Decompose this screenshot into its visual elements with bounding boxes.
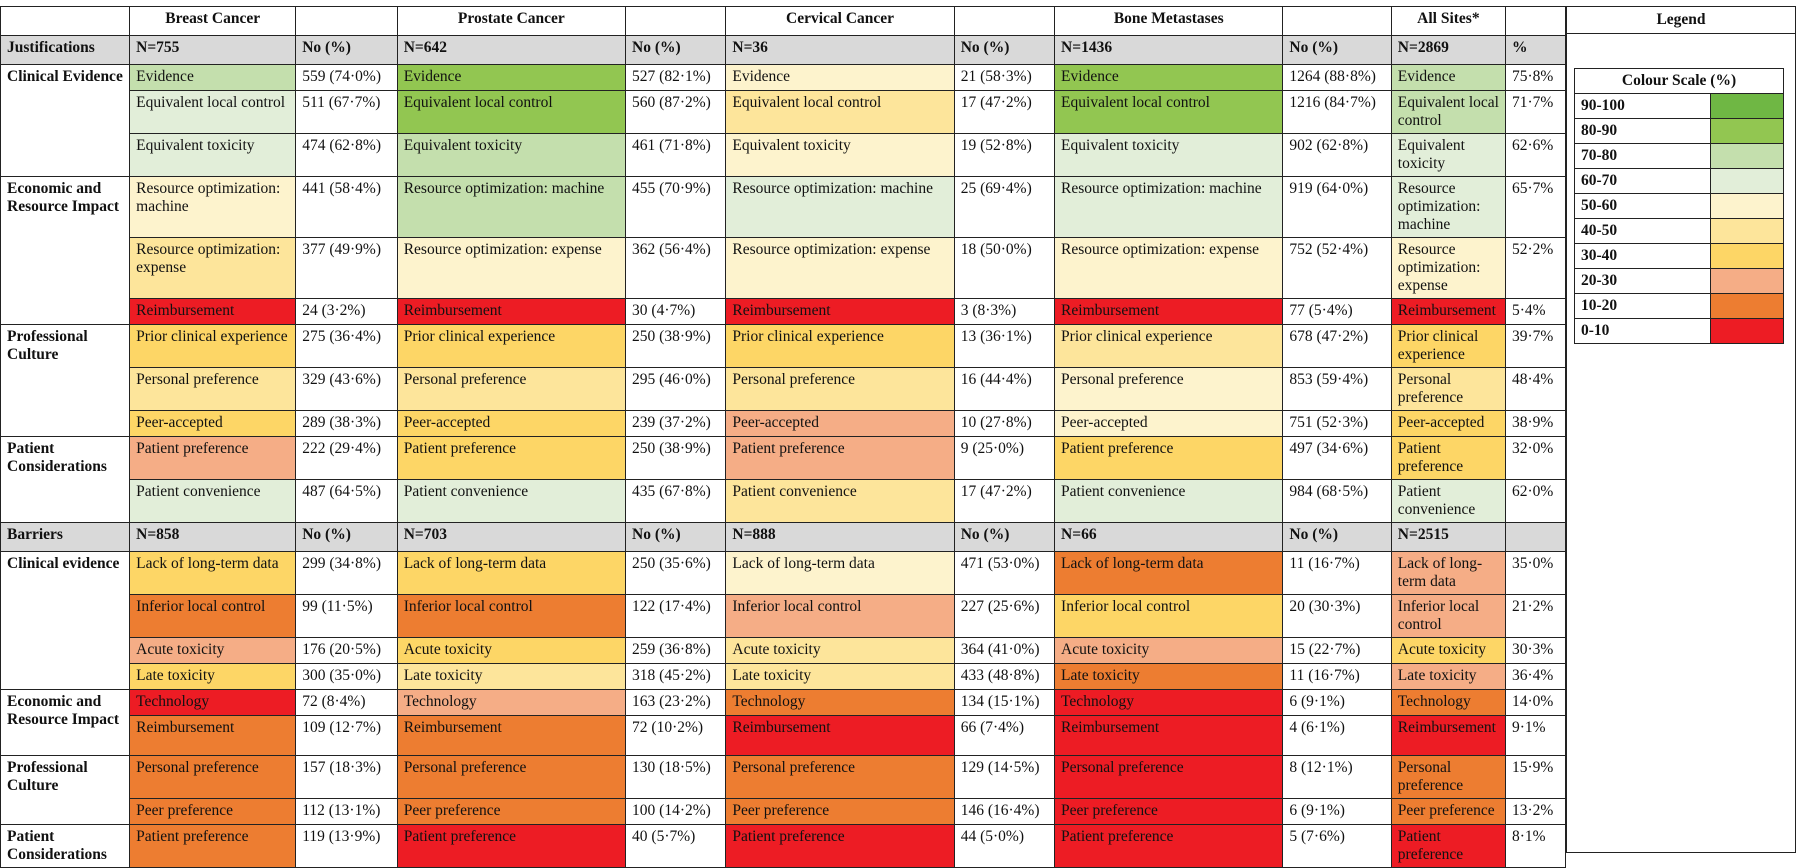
factor-cell: Personal preference [397,756,625,799]
column-header-row [1,7,1566,36]
factor-cell: Personal preference [1055,756,1283,799]
header-corner [1,7,130,36]
category-label: Economic and Resource Impact [1,690,130,756]
legend-row [1575,169,1784,194]
value-cell: 13·2% [1505,799,1565,825]
value-cell: 441 (58·4%) [296,177,397,238]
factor-cell: Peer preference [1391,799,1505,825]
value-cell: 30 (4·7%) [626,299,726,325]
table-row [1,411,1566,437]
table-row [1,177,1566,238]
percent-header: No (%) [954,36,1054,65]
value-cell: 17 (47·2%) [954,91,1054,134]
percent-header: % [1505,36,1565,65]
factor-cell: Prior clinical experience [397,325,625,368]
legend-row [1575,194,1784,219]
factor-cell: Reimbursement [1391,299,1505,325]
legend-swatch [1711,294,1784,319]
factor-cell: Inferior local control [130,595,296,638]
factor-cell: Patient preference [726,825,954,868]
factor-cell: Late toxicity [397,664,625,690]
value-cell: 77 (5·4%) [1283,299,1391,325]
factor-cell: Personal preference [1391,368,1505,411]
table-row [1,716,1566,756]
value-cell: 24 (3·2%) [296,299,397,325]
value-cell: 66 (7·4%) [954,716,1054,756]
percent-header: No (%) [626,36,726,65]
colour-scale-title: Colour Scale (%) [1575,69,1784,94]
value-cell: 752 (52·4%) [1283,238,1391,299]
legend-swatch [1711,319,1784,344]
legend-band-label: 50-60 [1575,194,1711,219]
value-cell: 5 (7·6%) [1283,825,1391,868]
factor-cell: Resource optimization: machine [1055,177,1283,238]
colour-scale [1574,68,1784,344]
factor-cell: Personal preference [1055,368,1283,411]
factor-cell: Peer preference [726,799,954,825]
value-cell: 99 (11·5%) [296,595,397,638]
legend-header: Legend [1566,6,1796,34]
legend-row [1575,319,1784,344]
percent-header: No (%) [626,523,726,552]
section-title: Justifications [1,36,130,65]
factor-cell: Patient convenience [1391,480,1505,523]
legend-band-label: 20-30 [1575,269,1711,294]
factor-cell: Equivalent local control [130,91,296,134]
factor-cell: Patient preference [1055,825,1283,868]
column-header-spacer [1283,7,1391,36]
value-cell: 362 (56·4%) [626,238,726,299]
factor-cell: Acute toxicity [130,638,296,664]
value-cell: 71·7% [1505,91,1565,134]
value-cell: 8 (12·1%) [1283,756,1391,799]
value-cell: 435 (67·8%) [626,480,726,523]
legend-row [1575,119,1784,144]
table-row [1,91,1566,134]
sample-size: N=642 [397,36,625,65]
factor-cell: Peer-accepted [130,411,296,437]
factor-cell: Equivalent local control [726,91,954,134]
value-cell: 433 (48·8%) [954,664,1054,690]
factor-cell: Equivalent toxicity [1055,134,1283,177]
value-cell: 15·9% [1505,756,1565,799]
factor-cell: Patient preference [130,437,296,480]
column-header-spacer [1505,7,1565,36]
value-cell: 299 (34·8%) [296,552,397,595]
factor-cell: Reimbursement [1055,299,1283,325]
value-cell: 112 (13·1%) [296,799,397,825]
value-cell: 52·2% [1505,238,1565,299]
table-row [1,552,1566,595]
factor-cell: Prior clinical experience [1055,325,1283,368]
value-cell: 11 (16·7%) [1283,664,1391,690]
factor-cell: Reimbursement [1391,716,1505,756]
value-cell: 1264 (88·8%) [1283,65,1391,91]
sample-size: N=858 [130,523,296,552]
value-cell: 239 (37·2%) [626,411,726,437]
sample-size: N=36 [726,36,954,65]
percent-header: No (%) [1283,523,1391,552]
value-cell: 527 (82·1%) [626,65,726,91]
table-row [1,825,1566,868]
value-cell: 16 (44·4%) [954,368,1054,411]
factor-cell: Patient preference [1391,437,1505,480]
column-header-spacer [296,7,397,36]
value-cell: 275 (36·4%) [296,325,397,368]
column-header: Bone Metastases [1055,7,1283,36]
factor-cell: Resource optimization: machine [130,177,296,238]
value-cell: 329 (43·6%) [296,368,397,411]
value-cell: 560 (87·2%) [626,91,726,134]
factor-cell: Reimbursement [726,716,954,756]
factor-cell: Equivalent toxicity [397,134,625,177]
legend-row [1575,219,1784,244]
sample-size: N=66 [1055,523,1283,552]
results-table [0,6,1566,868]
factor-cell: Equivalent toxicity [1391,134,1505,177]
factor-cell: Peer-accepted [397,411,625,437]
factor-cell: Resource optimization: expense [130,238,296,299]
value-cell: 19 (52·8%) [954,134,1054,177]
value-cell: 471 (53·0%) [954,552,1054,595]
value-cell: 8·1% [1505,825,1565,868]
column-header-spacer [626,7,726,36]
factor-cell: Peer-accepted [1391,411,1505,437]
legend-band-label: 0-10 [1575,319,1711,344]
factor-cell: Prior clinical experience [1391,325,1505,368]
factor-cell: Reimbursement [1055,716,1283,756]
value-cell: 751 (52·3%) [1283,411,1391,437]
factor-cell: Inferior local control [1391,595,1505,638]
factor-cell: Inferior local control [397,595,625,638]
value-cell: 21 (58·3%) [954,65,1054,91]
legend-swatch [1711,119,1784,144]
legend-band-label: 40-50 [1575,219,1711,244]
factor-cell: Resource optimization: expense [726,238,954,299]
value-cell: 295 (46·0%) [626,368,726,411]
value-cell: 227 (25·6%) [954,595,1054,638]
value-cell: 18 (50·0%) [954,238,1054,299]
value-cell: 146 (16·4%) [954,799,1054,825]
value-cell: 984 (68·5%) [1283,480,1391,523]
value-cell: 377 (49·9%) [296,238,397,299]
factor-cell: Resource optimization: expense [1391,238,1505,299]
factor-cell: Lack of long-term data [397,552,625,595]
table-row [1,690,1566,716]
factor-cell: Technology [397,690,625,716]
value-cell: 511 (67·7%) [296,91,397,134]
factor-cell: Resource optimization: machine [726,177,954,238]
value-cell: 10 (27·8%) [954,411,1054,437]
sample-size: N=1436 [1055,36,1283,65]
value-cell: 25 (69·4%) [954,177,1054,238]
value-cell: 157 (18·3%) [296,756,397,799]
factor-cell: Technology [1391,690,1505,716]
factor-cell: Patient preference [1391,825,1505,868]
value-cell: 32·0% [1505,437,1565,480]
legend-row [1575,269,1784,294]
value-cell: 13 (36·1%) [954,325,1054,368]
value-cell: 9 (25·0%) [954,437,1054,480]
factor-cell: Prior clinical experience [130,325,296,368]
value-cell: 318 (45·2%) [626,664,726,690]
factor-cell: Equivalent local control [1391,91,1505,134]
legend-swatch [1711,194,1784,219]
table-row [1,480,1566,523]
factor-cell: Acute toxicity [1055,638,1283,664]
table-row [1,299,1566,325]
column-header: Breast Cancer [130,7,296,36]
factor-cell: Resource optimization: machine [397,177,625,238]
value-cell: 48·4% [1505,368,1565,411]
value-cell: 15 (22·7%) [1283,638,1391,664]
factor-cell: Acute toxicity [726,638,954,664]
value-cell: 72 (10·2%) [626,716,726,756]
value-cell: 1216 (84·7%) [1283,91,1391,134]
legend-band-label: 90-100 [1575,94,1711,119]
factor-cell: Evidence [130,65,296,91]
legend-swatch [1711,269,1784,294]
value-cell: 300 (35·0%) [296,664,397,690]
legend-panel [1566,6,1800,852]
value-cell: 163 (23·2%) [626,690,726,716]
factor-cell: Evidence [397,65,625,91]
table-row [1,638,1566,664]
category-label: Clinical evidence [1,552,130,690]
category-label: Patient Considerations [1,825,130,868]
factor-cell: Patient preference [726,437,954,480]
value-cell: 20 (30·3%) [1283,595,1391,638]
value-cell: 364 (41·0%) [954,638,1054,664]
factor-cell: Reimbursement [726,299,954,325]
table-row [1,65,1566,91]
table-row [1,595,1566,638]
factor-cell: Personal preference [726,368,954,411]
factor-cell: Resource optimization: expense [397,238,625,299]
sample-size: N=2869 [1391,36,1505,65]
percent-header: No (%) [296,523,397,552]
legend-swatch [1711,169,1784,194]
legend-band-label: 80-90 [1575,119,1711,144]
value-cell: 474 (62·8%) [296,134,397,177]
factor-cell: Patient convenience [130,480,296,523]
legend-row [1575,294,1784,319]
factor-cell: Reimbursement [397,716,625,756]
legend-band-label: 30-40 [1575,244,1711,269]
factor-cell: Patient convenience [1055,480,1283,523]
category-label: Economic and Resource Impact [1,177,130,325]
value-cell: 259 (36·8%) [626,638,726,664]
value-cell: 14·0% [1505,690,1565,716]
value-cell: 4 (6·1%) [1283,716,1391,756]
factor-cell: Evidence [726,65,954,91]
value-cell: 455 (70·9%) [626,177,726,238]
value-cell: 36·4% [1505,664,1565,690]
value-cell: 122 (17·4%) [626,595,726,638]
sample-size: N=888 [726,523,954,552]
value-cell: 9·1% [1505,716,1565,756]
category-label: Clinical Evidence [1,65,130,177]
value-cell: 130 (18·5%) [626,756,726,799]
factor-cell: Equivalent toxicity [130,134,296,177]
section-header-row [1,523,1566,552]
factor-cell: Peer-accepted [726,411,954,437]
value-cell: 62·6% [1505,134,1565,177]
legend-swatch [1711,144,1784,169]
value-cell: 6 (9·1%) [1283,690,1391,716]
factor-cell: Peer preference [397,799,625,825]
legend-row [1575,144,1784,169]
section-header-row [1,36,1566,65]
category-label: Professional Culture [1,756,130,825]
factor-cell: Patient preference [397,825,625,868]
legend-swatch [1711,94,1784,119]
factor-cell: Patient convenience [726,480,954,523]
legend-swatch [1711,219,1784,244]
factor-cell: Reimbursement [130,716,296,756]
factor-cell: Acute toxicity [397,638,625,664]
value-cell: 109 (12·7%) [296,716,397,756]
value-cell: 559 (74·0%) [296,65,397,91]
sample-size: N=2515 [1391,523,1505,552]
table-row [1,799,1566,825]
value-cell: 35·0% [1505,552,1565,595]
factor-cell: Personal preference [726,756,954,799]
factor-cell: Technology [726,690,954,716]
factor-cell: Peer-accepted [1055,411,1283,437]
factor-cell: Lack of long-term data [1055,552,1283,595]
section-title: Barriers [1,523,130,552]
legend-row [1575,244,1784,269]
value-cell: 134 (15·1%) [954,690,1054,716]
category-label: Professional Culture [1,325,130,437]
value-cell: 75·8% [1505,65,1565,91]
value-cell: 497 (34·6%) [1283,437,1391,480]
value-cell: 40 (5·7%) [626,825,726,868]
value-cell: 678 (47·2%) [1283,325,1391,368]
factor-cell: Reimbursement [397,299,625,325]
value-cell: 44 (5·0%) [954,825,1054,868]
value-cell: 17 (47·2%) [954,480,1054,523]
factor-cell: Late toxicity [726,664,954,690]
factor-cell: Inferior local control [1055,595,1283,638]
percent-header: No (%) [1283,36,1391,65]
value-cell: 250 (38·9%) [626,325,726,368]
value-cell: 289 (38·3%) [296,411,397,437]
value-cell: 919 (64·0%) [1283,177,1391,238]
table-row [1,664,1566,690]
factor-cell: Personal preference [130,368,296,411]
value-cell: 100 (14·2%) [626,799,726,825]
factor-cell: Reimbursement [130,299,296,325]
factor-cell: Peer preference [130,799,296,825]
column-header-spacer [954,7,1054,36]
factor-cell: Personal preference [130,756,296,799]
value-cell: 65·7% [1505,177,1565,238]
table-row [1,437,1566,480]
factor-cell: Evidence [1391,65,1505,91]
factor-cell: Equivalent local control [1055,91,1283,134]
factor-cell: Late toxicity [130,664,296,690]
factor-cell: Patient preference [397,437,625,480]
table-row [1,756,1566,799]
value-cell: 853 (59·4%) [1283,368,1391,411]
legend-band-label: 60-70 [1575,169,1711,194]
percent-header: No (%) [954,523,1054,552]
factor-cell: Patient preference [1055,437,1283,480]
percent-header [1505,523,1565,552]
factor-cell: Equivalent local control [397,91,625,134]
table-row [1,325,1566,368]
legend-band-label: 70-80 [1575,144,1711,169]
value-cell: 129 (14·5%) [954,756,1054,799]
column-header: All Sites* [1391,7,1505,36]
value-cell: 902 (62·8%) [1283,134,1391,177]
value-cell: 30·3% [1505,638,1565,664]
category-label: Patient Considerations [1,437,130,523]
factor-cell: Personal preference [397,368,625,411]
factor-cell: Equivalent toxicity [726,134,954,177]
factor-cell: Technology [1055,690,1283,716]
column-header: Cervical Cancer [726,7,954,36]
value-cell: 62·0% [1505,480,1565,523]
factor-cell: Resource optimization: machine [1391,177,1505,238]
factor-cell: Patient preference [130,825,296,868]
value-cell: 487 (64·5%) [296,480,397,523]
value-cell: 176 (20·5%) [296,638,397,664]
factor-cell: Peer preference [1055,799,1283,825]
table-row [1,134,1566,177]
value-cell: 21·2% [1505,595,1565,638]
value-cell: 39·7% [1505,325,1565,368]
table-row [1,238,1566,299]
factor-cell: Inferior local control [726,595,954,638]
value-cell: 250 (38·9%) [626,437,726,480]
factor-cell: Acute toxicity [1391,638,1505,664]
column-header: Prostate Cancer [397,7,625,36]
sample-size: N=755 [130,36,296,65]
factor-cell: Patient convenience [397,480,625,523]
legend-swatch [1711,244,1784,269]
factor-cell: Lack of long-term data [1391,552,1505,595]
value-cell: 11 (16·7%) [1283,552,1391,595]
value-cell: 5·4% [1505,299,1565,325]
value-cell: 250 (35·6%) [626,552,726,595]
factor-cell: Lack of long-term data [726,552,954,595]
factor-cell: Late toxicity [1391,664,1505,690]
sample-size: N=703 [397,523,625,552]
value-cell: 3 (8·3%) [954,299,1054,325]
value-cell: 222 (29·4%) [296,437,397,480]
legend-band-label: 10-20 [1575,294,1711,319]
value-cell: 6 (9·1%) [1283,799,1391,825]
value-cell: 72 (8·4%) [296,690,397,716]
factor-cell: Prior clinical experience [726,325,954,368]
value-cell: 461 (71·8%) [626,134,726,177]
value-cell: 38·9% [1505,411,1565,437]
factor-cell: Late toxicity [1055,664,1283,690]
factor-cell: Evidence [1055,65,1283,91]
factor-cell: Technology [130,690,296,716]
legend-row [1575,94,1784,119]
factor-cell: Personal preference [1391,756,1505,799]
factor-cell: Resource optimization: expense [1055,238,1283,299]
value-cell: 119 (13·9%) [296,825,397,868]
percent-header: No (%) [296,36,397,65]
factor-cell: Lack of long-term data [130,552,296,595]
table-row [1,368,1566,411]
